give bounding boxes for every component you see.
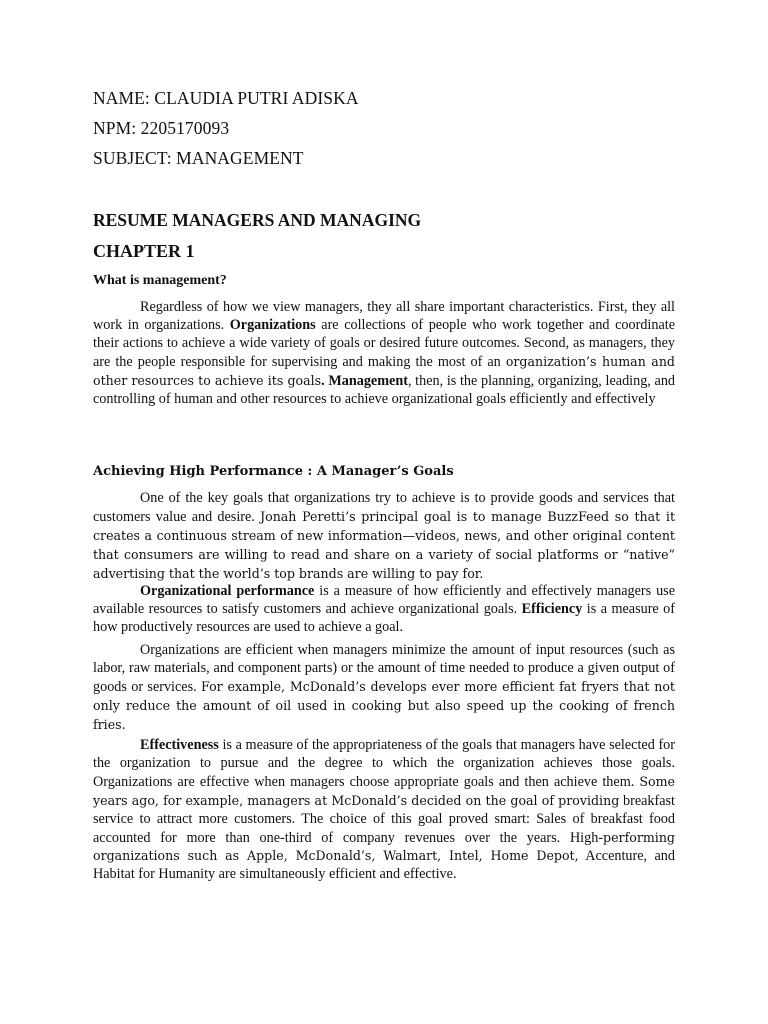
text-run: is a measure of how efficiently and effectively managers use available resources to satisfy customers and achieve organizational goals. [93,583,675,617]
text-run: One of the key goals that organizations try to achieve is to provide goods and services that customers value and desire. [93,490,675,525]
student-name: NAME: CLAUDIA PUTRI ADISKA [93,88,359,108]
paragraph [93,583,675,637]
text-run: Regardless of how we view managers, they all share important characteristics. First, they all work in organizations. [93,299,675,333]
chapter-heading: CHAPTER 1 [93,241,195,261]
bold-term: Effectiveness [140,737,219,753]
section-heading: What is management? [93,273,227,288]
section-heading: Achieving High Performance : A Manager’s Goals [93,464,454,479]
text-run: organization’s human and other resources to achieve its goals [93,353,675,388]
bold-term: Organizations [229,316,316,333]
text-run: is a measure of the appropriateness of the goals that managers have selected for the organization to pursue and the degree to which the organization achieves those goals. Organizations are effective when managers choose appropriate goals and then achieve them. [93,737,675,790]
paragraph [93,490,675,584]
text-run: Accenture, and Habitat for Humanity are simultaneously efficient and effective. [93,848,675,883]
bold-term: Efficiency [521,600,583,617]
text-run: performing organizations such as Apple, McDonald’s, Walmart, Intel, Home Depot, [93,829,675,864]
text-run: For example, McDonald’s develops ever more efficient fat fryers that not only reduce the amount of oil used in cooking but also speed up the cooking of french fries. [93,678,675,732]
student-npm: NPM: 2205170093 [93,118,230,138]
subject-line: SUBJECT: MANAGEMENT [93,148,304,168]
text-run: Some years ago, for example, managers at McDonald’s decided on the goal of providing [93,773,675,808]
text-run: , then, is the planning, organizing, leading, and controlling of human and other resources to achieve organizational goals efficiently and effectively [93,372,676,407]
text-run: breakfast service to attract more customers. The choice of this goal proved smart: Sales of breakfast food accounted for more than one-third of company revenues over the years. High- [93,792,675,846]
paragraph [93,737,675,884]
bold-term: Organizational performance [140,583,315,599]
text-run: Organizations are efficient when managers minimize the amount of input resources (such as labor, raw materials, and component parts) or the amount of time needed to produce a given output of goods or services. [93,642,675,695]
document-title: RESUME MANAGERS AND MANAGING [93,210,422,230]
paragraph [93,299,675,408]
text-run: are collections of people who work together and coordinate their actions to achieve a wide variety of goals or desired future outcomes. Second, as managers, they are the people responsible for supervising and making the most of an [93,316,675,370]
bold-term: Management [328,372,408,389]
bold-term: . [321,372,329,389]
text-run: is a measure of how productively resources are used to achieve a goal. [93,600,675,635]
text-run: Jonah Peretti’s principal goal is to manage BuzzFeed so that it creates a continuous stream of new information—videos, news, and other original content that consumers are willing to read and share on a variety of social platforms or “native” advertising that the world’s top brands are willing to pay for. [93,508,676,581]
paragraph [93,642,675,735]
